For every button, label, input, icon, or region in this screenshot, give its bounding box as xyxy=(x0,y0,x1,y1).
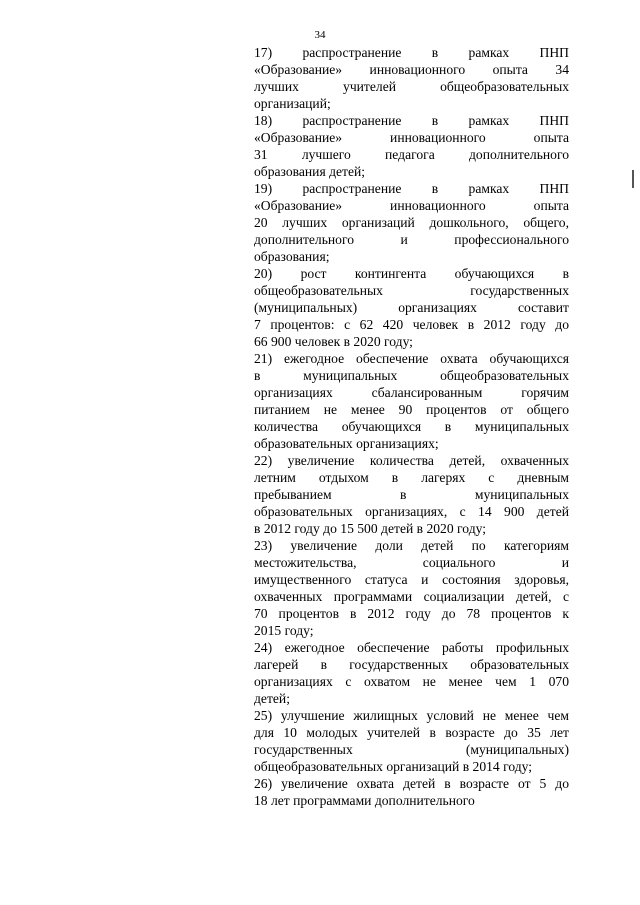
text-line: лучших учителей общеобразовательных xyxy=(254,79,569,94)
text-line: летним отдыхом в лагерях с дневным xyxy=(254,470,569,485)
text-line: общеобразовательных организаций в 2014 году; xyxy=(254,759,533,774)
text-line: общеобразовательных государственных xyxy=(254,283,569,298)
list-item xyxy=(254,112,569,180)
text-line: 17) распространение в рамках ПНП xyxy=(254,45,569,60)
text-line: государственных (муниципальных) xyxy=(254,742,569,757)
page-number: 34 xyxy=(314,29,326,41)
text-line: количества обучающихся в муниципальных xyxy=(254,419,569,434)
text-line: питанием не менее 90 процентов от общего xyxy=(254,402,569,417)
text-line: местожительства, социального и xyxy=(254,555,569,570)
list-item xyxy=(254,707,569,775)
text-line: дополнительного и профессионального xyxy=(254,232,569,247)
list-item xyxy=(254,639,569,707)
text-line: «Образование» инновационного опыта xyxy=(254,130,569,145)
text-line: пребыванием в муниципальных xyxy=(254,487,569,502)
list-item xyxy=(254,775,569,809)
text-line: 70 процентов в 2012 году до 78 процентов к xyxy=(254,606,569,621)
text-line: 19) распространение в рамках ПНП xyxy=(254,181,569,196)
text-line: детей; xyxy=(254,691,290,706)
text-line: 20 лучших организаций дошкольного, общего, xyxy=(254,215,569,230)
text-line: организациях с охватом не менее чем 1 070 xyxy=(254,674,569,689)
text-line: «Образование» инновационного опыта 34 xyxy=(254,62,569,77)
text-line: лагерей в государственных образовательных xyxy=(254,657,569,672)
text-line: охваченных программами социализации детей, с xyxy=(254,589,569,604)
text-line: 22) увеличение количества детей, охваченных xyxy=(254,453,569,468)
text-line: образования детей; xyxy=(254,164,366,179)
text-line: 66 900 человек в 2020 году; xyxy=(254,334,413,349)
text-line: для 10 молодых учителей в возрасте до 35 лет xyxy=(254,725,569,740)
text-line: 18) распространение в рамках ПНП xyxy=(254,113,569,128)
scan-edge-mark xyxy=(632,170,634,188)
list-item xyxy=(254,452,569,537)
text-line: 26) увеличение охвата детей в возрасте от 5 до xyxy=(254,776,569,791)
list-item xyxy=(254,44,569,112)
list-item xyxy=(254,265,569,350)
text-line: 2015 году; xyxy=(254,623,314,638)
text-line: 18 лет программами дополнительного xyxy=(254,793,475,808)
text-line: в муниципальных общеобразовательных xyxy=(254,368,569,383)
list-item xyxy=(254,537,569,639)
text-line: 23) увеличение доли детей по категориям xyxy=(254,538,569,553)
text-line: «Образование» инновационного опыта xyxy=(254,198,569,213)
list-item xyxy=(254,180,569,265)
text-line: (муниципальных) организациях составит xyxy=(254,300,569,315)
text-line: образования; xyxy=(254,249,330,264)
text-line: 24) ежегодное обеспечение работы профильных xyxy=(254,640,569,655)
text-line: образовательных организациях, с 14 900 детей xyxy=(254,504,569,519)
text-line: имущественного статуса и состояния здоровья, xyxy=(254,572,569,587)
list-item xyxy=(254,350,569,452)
text-line: образовательных организациях; xyxy=(254,436,439,451)
text-line: 31 лучшего педагога дополнительного xyxy=(254,147,569,162)
text-line: 21) ежегодное обеспечение охвата обучающихся xyxy=(254,351,569,366)
text-line: в 2012 году до 15 500 детей в 2020 году; xyxy=(254,521,487,536)
text-line: 20) рост контингента обучающихся в xyxy=(254,266,569,281)
text-line: 25) улучшение жилищных условий не менее чем xyxy=(254,708,569,723)
text-line: организаций; xyxy=(254,96,331,111)
text-line: 7 процентов: с 62 420 человек в 2012 году до xyxy=(254,317,569,332)
text-line: организациях сбалансированным горячим xyxy=(254,385,569,400)
document-body xyxy=(254,44,569,809)
